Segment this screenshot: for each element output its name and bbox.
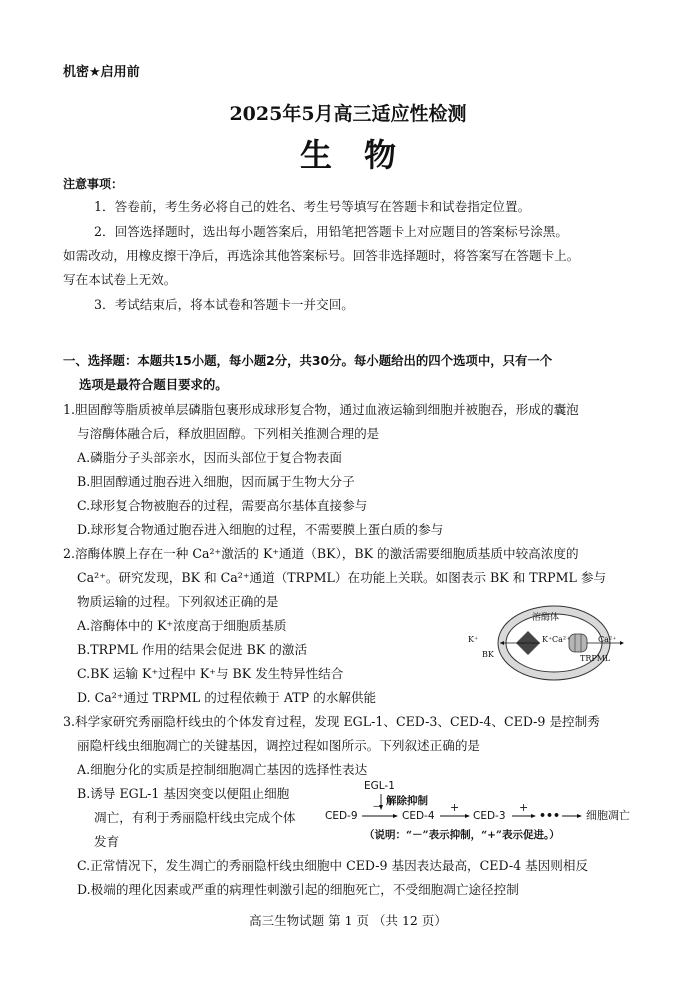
- lysosome-label: 溶酶体: [532, 613, 560, 623]
- q2-option-a: A.溶酶体中的 K⁺浓度高于细胞质基质: [77, 618, 287, 633]
- q2-stem-line1: 2.溶酶体膜上存在一种 Ca²⁺激活的 K⁺通道（BK），BK 的激活需要细胞质基质中较高浓度的: [63, 546, 579, 561]
- q1-option-d: D.球形复合物通过胞吞进入细胞的过程，不需要膜上蛋白质的参与: [77, 522, 444, 537]
- ca-outside-label: Ca²⁺: [598, 635, 617, 644]
- section-heading-line2: 选项是最符合题目要求的。: [79, 377, 228, 392]
- notice-heading: 注意事项：: [63, 177, 124, 191]
- q2-lysosome-figure: [466, 600, 634, 686]
- q3-option-b-line3: 发育: [94, 834, 120, 849]
- q2-stem-line3: 物质运输的过程。下列叙述正确的是: [77, 594, 279, 609]
- page-footer: 高三生物试题 第 1 页 （共 12 页）: [249, 913, 447, 928]
- q3-option-b-line1: B.诱导 EGL-1 基因突变以便阻止细胞: [77, 786, 290, 801]
- subject-title: 生 物: [299, 136, 396, 174]
- q3-option-a: A.细胞分化的实质是控制细胞凋亡基因的选择性表达: [77, 762, 368, 777]
- trpml-label: TRPML: [580, 654, 611, 663]
- egl1-label: EGL-1: [364, 780, 395, 792]
- promote-sign-2: +: [519, 801, 529, 814]
- q2-option-c: C.BK 运输 K⁺过程中 K⁺与 BK 发生特异性结合: [77, 666, 344, 681]
- q3-stem-line2: 丽隐杆线虫细胞凋亡的关键基因，调控过程如图所示。下列叙述正确的是: [77, 738, 480, 753]
- q2-stem-line2: Ca²⁺。研究发现，BK 和 Ca²⁺通道（TRPML）在功能上关联。如图表示 BK 和 TRPML 参与: [77, 570, 607, 585]
- trpml-channel-shape: [569, 634, 587, 652]
- q3-option-c: C.正常情况下，发生凋亡的秀丽隐杆线虫细胞中 CED-9 基因表达最高，CED-4 基因则相反: [77, 858, 589, 873]
- ced3-label: CED-3: [473, 810, 506, 822]
- bk-label: BK: [482, 650, 494, 659]
- q3-pathway-figure: [324, 780, 642, 848]
- q2-option-d: D. Ca²⁺通过 TRPML 的过程依赖于 ATP 的水解供能: [77, 690, 377, 705]
- q1-option-b: B.胆固醇通过胞吞进入细胞，因而属于生物大分子: [77, 474, 355, 489]
- confidential-label: 机密★启用前: [63, 65, 140, 80]
- q2-option-b: B.TRPML 作用的结果会促进 BK 的激活: [77, 642, 308, 657]
- q1-option-c: C.球形复合物被胞吞的过程，需要高尔基体直接参与: [77, 498, 368, 513]
- inhibit-sign: —: [373, 801, 383, 812]
- pathway-note: （说明：“－”表示抑制，“+”表示促进。）: [364, 829, 560, 841]
- continuation-dots: •••: [539, 809, 561, 822]
- q3-option-b-line2: 凋亡，有利于秀丽隐杆线虫完成个体: [94, 810, 296, 825]
- exam-title: 2025年5月高三适应性检测: [229, 103, 467, 125]
- notice-item-3: 3．考试结束后，将本试卷和答题卡一并交回。: [94, 297, 354, 312]
- q1-option-a: A.磷脂分子头部亲水，因而头部位于复合物表面: [77, 450, 342, 465]
- q1-stem-line2: 与溶酶体融合后，释放胆固醇。下列相关推测合理的是: [77, 426, 380, 441]
- notice-item-2-line3: 写在本试卷上无效。: [63, 272, 177, 287]
- apoptosis-label: 细胞凋亡: [586, 809, 630, 822]
- section-heading-line1: 一、选择题：本题共15小题，每小题2分，共30分。每小题给出的四个选项中，只有一个: [63, 353, 553, 368]
- notice-item-2-line2: 如需改动，用橡皮擦干净后，再选涂其他答案标号。回答非选择题时，将答案写在答题卡上。: [63, 248, 580, 263]
- k-right-label: K⁺: [542, 635, 553, 644]
- q3-option-d: D.极端的理化因素或严重的病理性刺激引起的细胞死亡，不受细胞凋亡途径控制: [77, 882, 519, 897]
- k-left-label: K⁺: [468, 635, 479, 644]
- ced9-label: CED-9: [325, 810, 358, 822]
- promote-sign-1: +: [450, 801, 460, 814]
- ced4-label: CED-4: [402, 810, 435, 822]
- q1-stem-line1: 1.胆固醇等脂质被单层磷脂包裹形成球形复合物，通过血液运输到细胞并被胞吞，形成的囊泡: [63, 402, 579, 417]
- release-inhibition-label: 解除抑制: [386, 795, 428, 807]
- notice-item-1: 1．答卷前，考生务必将自己的姓名、考生号等填写在答题卡和试卷指定位置。: [94, 199, 531, 214]
- ca-inside-label: Ca²⁺: [552, 635, 571, 644]
- notice-item-2-line1: 2．回答选择题时，选出每小题答案后，用铅笔把答题卡上对应题目的答案标号涂黑。: [94, 224, 568, 239]
- q3-stem-line1: 3.科学家研究秀丽隐杆线虫的个体发育过程，发现 EGL-1、CED-3、CED-4、CED-9 是控制秀: [63, 714, 600, 729]
